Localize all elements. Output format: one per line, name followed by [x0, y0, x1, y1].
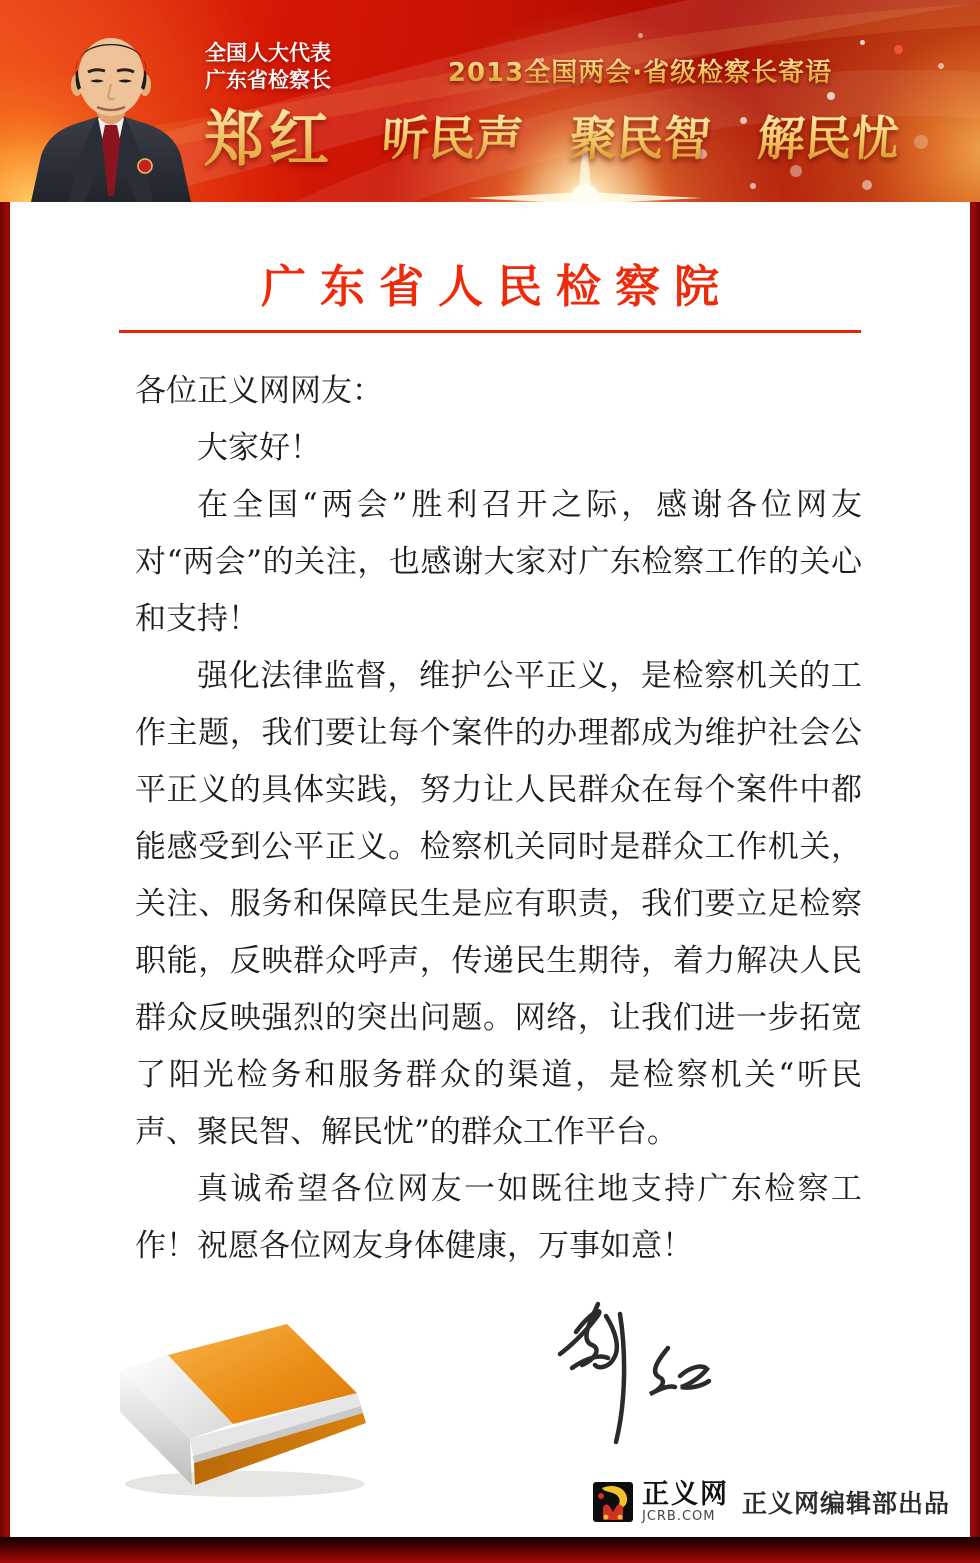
left-border-strip — [0, 202, 10, 1537]
footer-brand[interactable] — [593, 1481, 950, 1523]
salutation: 各位正义网网友： — [135, 373, 383, 409]
jcrb-logo-text[interactable] — [642, 1481, 729, 1523]
bokeh-dot — [860, 40, 865, 45]
jcrb-logo-cn[interactable]: 正义网 — [641, 1479, 729, 1510]
bokeh-dot — [638, 33, 643, 38]
letter-sheet — [10, 202, 970, 1537]
title-underline — [119, 330, 861, 333]
event-title: 2013全国两会·省级检察长寄语 — [430, 52, 850, 89]
jcrb-logo-icon[interactable] — [593, 1482, 633, 1522]
footer-credit: 正义网编辑部出品 — [741, 1489, 950, 1518]
bottom-border-bar — [0, 1537, 980, 1563]
book-graphic — [105, 1308, 385, 1503]
procurator-name: 郑红 — [204, 92, 334, 178]
bokeh-dot — [914, 135, 928, 149]
book-shadow — [125, 1471, 365, 1497]
bokeh-dot — [862, 180, 872, 190]
title-badge — [205, 40, 331, 94]
badge-line2: 广东省检察长 — [205, 68, 331, 92]
banner-slogan: 听民声 聚民智 解民忧 — [380, 102, 902, 169]
signature-zheng-hong — [540, 1290, 750, 1465]
lapel-badge — [138, 159, 152, 173]
procurator-portrait — [25, 28, 197, 202]
bokeh-dot — [827, 92, 835, 100]
organization-title: 广东省人民检察院 — [260, 262, 733, 312]
jcrb-logo-domain[interactable]: JCRB.COM — [641, 1509, 716, 1524]
bokeh-dot — [750, 183, 756, 189]
paragraph-1: 在全国“两会”胜利召开之际，感谢各位网友对“两会”的关注，也感谢大家对广东检察工作的关心和支持！ — [135, 487, 862, 637]
greeting: 大家好！ — [197, 430, 321, 466]
bokeh-dot — [938, 63, 944, 69]
right-border-strip — [970, 202, 980, 1537]
bokeh-dot — [894, 45, 903, 54]
badge-line1: 全国人大代表 — [205, 41, 331, 65]
letter-body — [135, 363, 862, 1275]
paragraph-3: 真诚希望各位网友一如既往地支持广东检察工作！祝愿各位网友身体健康，万事如意！ — [135, 1171, 862, 1264]
paragraph-2: 强化法律监督，维护公平正义，是检察机关的工作主题，我们要让每个案件的办理都成为维护社会公平正义的具体实践，努力让人民群众在每个案件中都能感受到公平正义。检察机关同时是群众工作机关，关注、服务和保障民生是应有职责，我们要立足检察职能，反映群众呼声，传递民生期待，着力解决人民群众反映强烈的突出问题。网络，让我们进一步拓宽了阳光检务和服务群众的渠道，是检察机关“听民声、聚民智、解民忧”的群众工作平台。 — [135, 658, 862, 1150]
banner — [0, 0, 980, 202]
